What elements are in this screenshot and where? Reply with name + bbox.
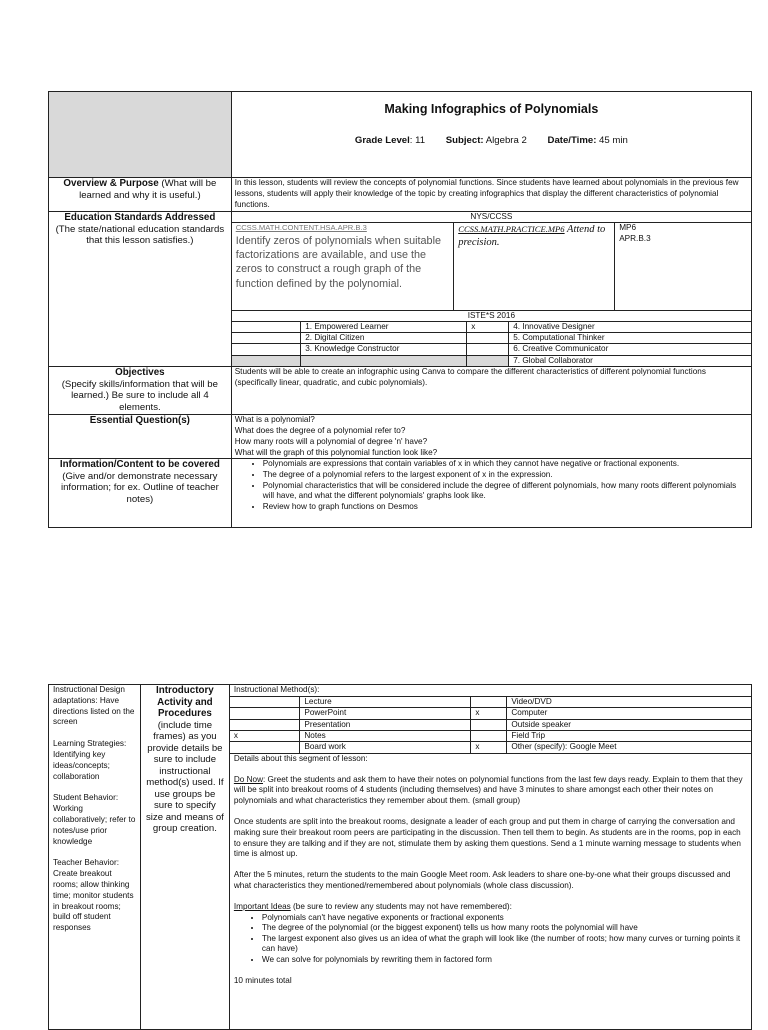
ccss-standard-text: Identify zeros of polynomials when suitable factorizations are available, and use the zeros to construct a rough graph of the function defined by the polynomial. — [235, 234, 441, 290]
do-now-paragraph — [234, 775, 747, 807]
method-label: Outside speaker — [507, 719, 751, 730]
side-note: Instructional Design adaptations: Have directions listed on the screen — [53, 685, 135, 727]
iste-standard: 6. Creative Communicator — [509, 344, 751, 355]
info-bullet: • The degree of a polynomial refers to the largest exponent of x in the expression. — [263, 470, 748, 481]
iste-standard: 4. Innovative Designer — [509, 321, 751, 332]
method-label: Presentation — [300, 719, 471, 730]
standards-sub: (The state/national education standards that this lesson satisfies.) — [55, 223, 225, 246]
subject-label: Subject: — [445, 134, 484, 146]
header-shaded-cell — [49, 92, 232, 178]
side-note: Teacher Behavior: Create breakout rooms; allow thinking time; monitor students in breakout rooms; build off student responses — [53, 858, 134, 933]
mp-standard-link[interactable]: CCSS.MATH.PRACTICE.MP6 — [458, 224, 565, 234]
iste-standard: 3. Knowledge Constructor — [301, 344, 467, 355]
essential-question: What will the graph of this polynomial function look like? — [234, 447, 438, 457]
info-label: Information/Content to be covered — [59, 459, 220, 471]
iste-mark — [232, 344, 301, 355]
side-note: Student Behavior: Working collaboratively; refer to notes/use prior knowledge — [53, 793, 136, 846]
essential-question: How many roots will a polynomial of degree 'n' have? — [234, 436, 428, 446]
method-label: Video/DVD — [507, 697, 751, 708]
lesson-details — [230, 754, 751, 987]
lesson-title: Making Infographics of Polynomials — [384, 102, 599, 116]
method-label: Board work — [300, 742, 471, 753]
total-time: 10 minutes total — [233, 975, 292, 985]
method-mark — [471, 731, 507, 742]
important-bullet: • The degree of the polynomial (or the biggest exponent) tells us how many roots the polynomial will have — [262, 923, 747, 934]
standards-cell — [231, 212, 751, 367]
standards-label-cell — [49, 212, 232, 367]
iste-standard: 7. Global Collaborator — [509, 355, 751, 366]
method-label: Field Trip — [507, 731, 751, 742]
essential-question: What does the degree of a polynomial refer to? — [234, 425, 406, 435]
eq-label-cell — [49, 415, 232, 459]
important-bullet: • Polynomials can't have negative exponents or fractional exponents — [262, 913, 747, 924]
important-text: (be sure to review any students may not have remembered): — [290, 901, 512, 911]
standards-inner — [232, 223, 751, 311]
grade-level-value: : 11 — [409, 134, 426, 146]
share-paragraph: After the 5 minutes, return the students to the main Google Meet room. Ask leaders to share one-by-one what their groups discussed and what characteristics they mentioned/remembered about polynomials (whole class discussion). — [233, 870, 731, 890]
mp-codes-cell — [615, 223, 751, 310]
side-note: Learning Strategies: Identifying key ideas/concepts; collaboration — [53, 739, 127, 781]
date-time-label: Date/Time: — [547, 134, 597, 146]
method-label: Notes — [300, 731, 471, 742]
method-mark: x — [471, 708, 507, 719]
iste-mark — [232, 321, 301, 332]
overview-label-cell — [49, 178, 232, 212]
lesson-plan-header-table — [48, 91, 752, 528]
mp-cell — [454, 223, 615, 310]
overview-label: Overview & Purpose — [63, 178, 159, 189]
do-now-text: : Greet the students and ask them to have their notes on polynomial functions from the last few days ready. Explain to them that they will be split into breakout rooms of 4 students (including themselves) and have 3 minutes to share amongst each other their notes on polynomials and what characteristics they remember about them. (small group) — [233, 774, 743, 806]
method-label: Other (specify): Google Meet — [507, 742, 751, 753]
method-mark — [230, 708, 300, 719]
info-bullet: • Polynomials are expressions that contain variables of x in which they cannot have negative or fractional exponents. — [263, 459, 748, 470]
objectives-label: Objectives — [115, 367, 165, 379]
iste-table — [232, 321, 751, 367]
iste-mark — [232, 355, 301, 366]
mp-code: MP6 — [619, 223, 637, 232]
intro-label: Introductory Activity and Procedures — [156, 685, 214, 719]
overview-sub: (What will be learned and why it is useful.) — [79, 178, 217, 201]
grade-level-label: Grade Level — [354, 134, 410, 146]
objectives-label-cell — [49, 367, 232, 415]
procedures-table — [48, 684, 752, 1030]
iste-mark — [232, 332, 301, 343]
method-label: Lecture — [300, 697, 471, 708]
lesson-meta — [235, 136, 748, 147]
breakout-paragraph: Once students are split into the breakout rooms, designate a leader of each group and put them in charge of carrying the conversation and making sure their breakout room peers are participating in the discussion. Then tell them to begin. As students are in the rooms, pop in each to ensure they are talking and if they are not, stimulate them by asking them questions. Send a 1 minute warning message to students when time is almost up. — [233, 817, 741, 859]
iste-mark — [467, 344, 509, 355]
important-bullet: • The largest exponent also gives us an idea of what the graph will look like (the number of roots; how many curves or turning points it can have) — [262, 934, 747, 955]
date-time-value: 45 min — [596, 134, 628, 146]
side-notes-cell — [49, 685, 141, 1030]
iste-standard: 1. Empowered Learner — [301, 321, 467, 332]
method-mark: x — [230, 731, 300, 742]
subject-value: Algebra 2 — [483, 134, 527, 146]
essential-question: What is a polynomial? — [234, 415, 315, 425]
important-bullet: • We can solve for polynomials by rewriting them in factored form — [262, 955, 747, 966]
objectives-sub: (Specify skills/information that will be learned.) Be sure to include all 4 elements. — [61, 378, 218, 413]
iste-standard: 5. Computational Thinker — [509, 332, 751, 343]
iste-mark: x — [467, 321, 509, 332]
important-list — [234, 913, 747, 966]
iste-standard: 2. Digital Citizen — [301, 332, 467, 343]
method-label: Computer — [507, 708, 751, 719]
iste-mark — [467, 355, 509, 366]
procedure-cell — [229, 685, 751, 1030]
standards-label: Education Standards Addressed — [64, 212, 216, 223]
method-mark: x — [471, 742, 507, 753]
mp-code: APR.B.3 — [619, 233, 651, 243]
nys-header: NYS/CCSS — [232, 212, 751, 223]
eq-cell — [231, 415, 751, 459]
ccss-cell — [232, 223, 454, 310]
important-label: Important Ideas — [233, 901, 291, 911]
intro-sub: (include time frames) as you provide details be sure to include instructional method(s) used. If use groups be sure to specify size and means of group creation. — [145, 719, 224, 834]
info-list — [235, 459, 748, 512]
method-mark — [471, 719, 507, 730]
methods-header: Instructional Method(s): — [230, 685, 751, 697]
ccss-standard-link[interactable]: CCSS.MATH.CONTENT.HSA.APR.B.3 — [235, 223, 367, 232]
mp-standard — [458, 223, 610, 249]
method-mark — [230, 697, 300, 708]
objectives-text: Students will be able to create an infographic using Canva to compare the different characteristics of different polynomial functions (specifically linear, quadratic, and cubic polynomials). — [231, 367, 751, 415]
info-bullet: • Polynomial characteristics that will be considered include the degree of different polynomials, how many roots different polynomials will have, and what the different polynomials' graphs look like. — [263, 481, 748, 502]
title-cell — [231, 92, 751, 178]
important-ideas — [234, 902, 747, 913]
overview-text: In this lesson, students will review the concepts of polynomial functions. Since students have learned about polynomials in the previous few lessons, students will apply their knowledge of the topic by creating infographics that display the different characteristics of polynomial functions. — [231, 178, 751, 212]
intro-label-cell — [140, 685, 229, 1030]
iste-header: ISTE*S 2016 — [467, 310, 516, 320]
eq-label: Essential Question(s) — [89, 415, 190, 427]
method-mark — [471, 697, 507, 708]
methods-table — [230, 697, 751, 754]
method-mark — [230, 719, 300, 730]
method-label: PowerPoint — [300, 708, 471, 719]
info-cell — [231, 459, 751, 528]
iste-mark — [467, 332, 509, 343]
method-mark — [230, 742, 300, 753]
details-header: Details about this segment of lesson: — [233, 753, 368, 763]
info-label-cell — [49, 459, 232, 528]
do-now-label: Do Now — [233, 774, 263, 784]
info-bullet: • Review how to graph functions on Desmos — [263, 502, 748, 513]
info-sub: (Give and/or demonstrate necessary information; for ex. Outline of teacher notes) — [60, 470, 219, 505]
iste-standard — [301, 355, 467, 366]
mp-standard-text: Attend to precision. — [458, 224, 606, 248]
